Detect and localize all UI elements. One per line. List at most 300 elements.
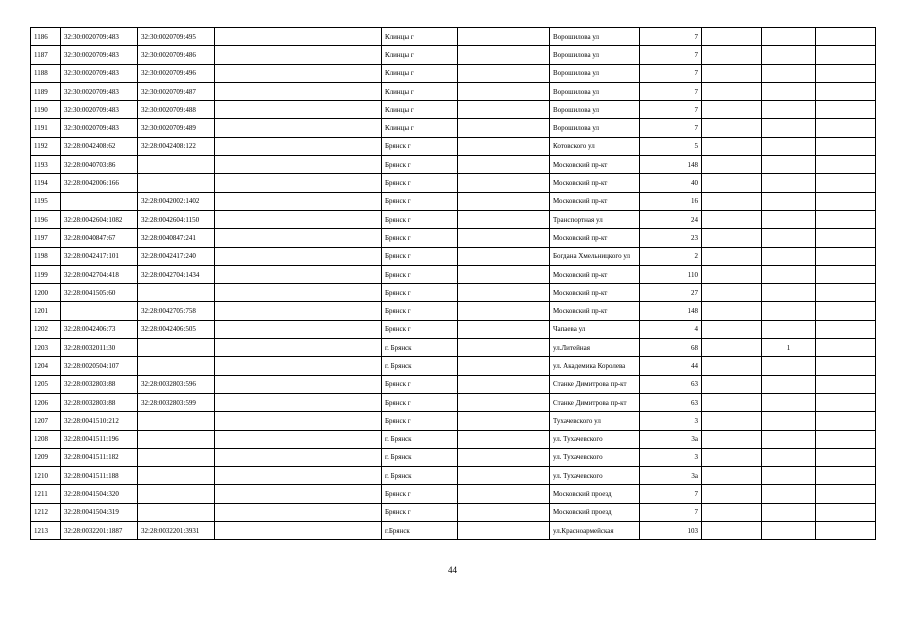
house-number-cell: 7 xyxy=(640,503,702,521)
premises-cadastral-number-cell xyxy=(138,156,215,174)
house-number-cell: 44 xyxy=(640,357,702,375)
street-cell: ул.Литейная xyxy=(550,339,640,357)
street-cell: ул. Тухачевского xyxy=(550,467,640,485)
cadastral-number-cell: 32:28:0041510:212 xyxy=(61,412,138,430)
street-cell: ул.Красноармейская xyxy=(550,522,640,540)
building-cell xyxy=(762,393,816,411)
registry-table xyxy=(30,27,876,540)
row-number-cell: 1211 xyxy=(31,485,61,503)
premises-cadastral-number-cell: 32:28:0042417:240 xyxy=(138,247,215,265)
city-cell: Клинцы г xyxy=(382,82,458,100)
building-cell xyxy=(762,430,816,448)
empty-cell xyxy=(458,375,550,393)
row-number-cell: 1207 xyxy=(31,412,61,430)
table-row xyxy=(31,522,876,540)
street-cell: Московский пр-кт xyxy=(550,302,640,320)
table-row xyxy=(31,485,876,503)
cadastral-number-cell: 32:28:0041511:196 xyxy=(61,430,138,448)
city-cell: Брянск г xyxy=(382,485,458,503)
table-row xyxy=(31,357,876,375)
house-number-cell: 5 xyxy=(640,137,702,155)
empty-cell xyxy=(458,119,550,137)
premises-cadastral-number-cell: 32:30:0020709:496 xyxy=(138,64,215,82)
empty-cell xyxy=(816,265,876,283)
empty-cell xyxy=(215,46,382,64)
city-cell: Брянск г xyxy=(382,393,458,411)
empty-cell xyxy=(702,503,762,521)
cadastral-number-cell: 32:28:0032803:88 xyxy=(61,375,138,393)
cadastral-number-cell: 32:28:0020504:107 xyxy=(61,357,138,375)
city-cell: Брянск г xyxy=(382,320,458,338)
city-cell: г. Брянск xyxy=(382,357,458,375)
row-number-cell: 1201 xyxy=(31,302,61,320)
table-row xyxy=(31,137,876,155)
empty-cell xyxy=(458,339,550,357)
empty-cell xyxy=(215,82,382,100)
empty-cell xyxy=(816,302,876,320)
table-row xyxy=(31,412,876,430)
table-row xyxy=(31,375,876,393)
premises-cadastral-number-cell: 32:30:0020709:495 xyxy=(138,28,215,46)
empty-cell xyxy=(702,284,762,302)
house-number-cell: 148 xyxy=(640,302,702,320)
cadastral-number-cell: 32:28:0042604:1082 xyxy=(61,210,138,228)
empty-cell xyxy=(215,375,382,393)
premises-cadastral-number-cell: 32:28:0032201:3931 xyxy=(138,522,215,540)
empty-cell xyxy=(458,265,550,283)
cadastral-number-cell: 32:30:0020709:483 xyxy=(61,101,138,119)
empty-cell xyxy=(215,156,382,174)
house-number-cell: 7 xyxy=(640,46,702,64)
city-cell: Клинцы г xyxy=(382,46,458,64)
row-number-cell: 1195 xyxy=(31,192,61,210)
empty-cell xyxy=(215,64,382,82)
premises-cadastral-number-cell xyxy=(138,430,215,448)
empty-cell xyxy=(816,375,876,393)
building-cell xyxy=(762,210,816,228)
city-cell: Брянск г xyxy=(382,375,458,393)
table-row xyxy=(31,46,876,64)
city-cell: Брянск г xyxy=(382,503,458,521)
cadastral-number-cell: 32:30:0020709:483 xyxy=(61,64,138,82)
row-number-cell: 1199 xyxy=(31,265,61,283)
empty-cell xyxy=(215,210,382,228)
street-cell: Котовского ул xyxy=(550,137,640,155)
house-number-cell: 7 xyxy=(640,82,702,100)
table-row xyxy=(31,210,876,228)
empty-cell xyxy=(215,430,382,448)
empty-cell xyxy=(215,503,382,521)
building-cell xyxy=(762,247,816,265)
row-number-cell: 1205 xyxy=(31,375,61,393)
city-cell: Брянск г xyxy=(382,210,458,228)
street-cell: Московский проезд xyxy=(550,503,640,521)
row-number-cell: 1210 xyxy=(31,467,61,485)
empty-cell xyxy=(816,247,876,265)
building-cell xyxy=(762,28,816,46)
empty-cell xyxy=(816,284,876,302)
cadastral-number-cell: 32:28:0041511:188 xyxy=(61,467,138,485)
street-cell: Ворошилова ул xyxy=(550,82,640,100)
house-number-cell: 4 xyxy=(640,320,702,338)
empty-cell xyxy=(215,412,382,430)
row-number-cell: 1209 xyxy=(31,448,61,466)
premises-cadastral-number-cell: 32:30:0020709:489 xyxy=(138,119,215,137)
empty-cell xyxy=(816,192,876,210)
building-cell xyxy=(762,119,816,137)
empty-cell xyxy=(458,393,550,411)
empty-cell xyxy=(702,28,762,46)
empty-cell xyxy=(816,229,876,247)
house-number-cell: 16 xyxy=(640,192,702,210)
premises-cadastral-number-cell: 32:28:0042705:758 xyxy=(138,302,215,320)
empty-cell xyxy=(215,522,382,540)
house-number-cell: 7 xyxy=(640,119,702,137)
empty-cell xyxy=(816,119,876,137)
city-cell: Брянск г xyxy=(382,174,458,192)
premises-cadastral-number-cell: 32:28:0042704:1434 xyxy=(138,265,215,283)
city-cell: Брянск г xyxy=(382,302,458,320)
row-number-cell: 1194 xyxy=(31,174,61,192)
empty-cell xyxy=(816,137,876,155)
empty-cell xyxy=(458,192,550,210)
building-cell xyxy=(762,357,816,375)
building-cell xyxy=(762,412,816,430)
house-number-cell: 103 xyxy=(640,522,702,540)
city-cell: Клинцы г xyxy=(382,64,458,82)
premises-cadastral-number-cell xyxy=(138,503,215,521)
empty-cell xyxy=(458,82,550,100)
empty-cell xyxy=(702,448,762,466)
row-number-cell: 1191 xyxy=(31,119,61,137)
row-number-cell: 1198 xyxy=(31,247,61,265)
empty-cell xyxy=(816,82,876,100)
empty-cell xyxy=(702,339,762,357)
city-cell: Клинцы г xyxy=(382,28,458,46)
empty-cell xyxy=(458,174,550,192)
street-cell: ул. Академика Королева xyxy=(550,357,640,375)
table-row xyxy=(31,430,876,448)
empty-cell xyxy=(215,229,382,247)
empty-cell xyxy=(458,522,550,540)
city-cell: Клинцы г xyxy=(382,119,458,137)
premises-cadastral-number-cell xyxy=(138,339,215,357)
cadastral-number-cell: 32:28:0032011:30 xyxy=(61,339,138,357)
table-row xyxy=(31,265,876,283)
table-row xyxy=(31,247,876,265)
street-cell: Тухачевского ул xyxy=(550,412,640,430)
empty-cell xyxy=(458,210,550,228)
city-cell: г. Брянск xyxy=(382,467,458,485)
empty-cell xyxy=(458,448,550,466)
row-number-cell: 1192 xyxy=(31,137,61,155)
premises-cadastral-number-cell: 32:28:0042604:1150 xyxy=(138,210,215,228)
premises-cadastral-number-cell xyxy=(138,174,215,192)
empty-cell xyxy=(458,412,550,430)
house-number-cell: 2 xyxy=(640,247,702,265)
page-number: 44 xyxy=(448,565,457,575)
street-cell: Ворошилова ул xyxy=(550,64,640,82)
house-number-cell: 3а xyxy=(640,430,702,448)
empty-cell xyxy=(215,119,382,137)
premises-cadastral-number-cell: 32:28:0042406:505 xyxy=(138,320,215,338)
house-number-cell: 3 xyxy=(640,448,702,466)
street-cell: Ворошилова ул xyxy=(550,119,640,137)
empty-cell xyxy=(702,119,762,137)
row-number-cell: 1196 xyxy=(31,210,61,228)
empty-cell xyxy=(816,412,876,430)
empty-cell xyxy=(458,137,550,155)
empty-cell xyxy=(816,393,876,411)
city-cell: Брянск г xyxy=(382,229,458,247)
city-cell: Брянск г xyxy=(382,412,458,430)
building-cell xyxy=(762,503,816,521)
premises-cadastral-number-cell: 32:28:0042408:122 xyxy=(138,137,215,155)
row-number-cell: 1189 xyxy=(31,82,61,100)
city-cell: Брянск г xyxy=(382,156,458,174)
premises-cadastral-number-cell: 32:30:0020709:486 xyxy=(138,46,215,64)
street-cell: Ворошилова ул xyxy=(550,101,640,119)
street-cell: Московский пр-кт xyxy=(550,229,640,247)
building-cell: 1 xyxy=(762,339,816,357)
row-number-cell: 1208 xyxy=(31,430,61,448)
cadastral-number-cell: 32:28:0042704:418 xyxy=(61,265,138,283)
empty-cell xyxy=(816,448,876,466)
building-cell xyxy=(762,375,816,393)
city-cell: Брянск г xyxy=(382,137,458,155)
empty-cell xyxy=(215,393,382,411)
empty-cell xyxy=(816,503,876,521)
house-number-cell: 63 xyxy=(640,375,702,393)
house-number-cell: 40 xyxy=(640,174,702,192)
empty-cell xyxy=(458,101,550,119)
table-row xyxy=(31,64,876,82)
table-row xyxy=(31,339,876,357)
building-cell xyxy=(762,522,816,540)
empty-cell xyxy=(702,412,762,430)
street-cell: Московский пр-кт xyxy=(550,174,640,192)
table-row xyxy=(31,156,876,174)
premises-cadastral-number-cell xyxy=(138,357,215,375)
house-number-cell: 7 xyxy=(640,64,702,82)
building-cell xyxy=(762,467,816,485)
empty-cell xyxy=(702,357,762,375)
empty-cell xyxy=(702,430,762,448)
empty-cell xyxy=(215,467,382,485)
premises-cadastral-number-cell xyxy=(138,412,215,430)
street-cell: Московский пр-кт xyxy=(550,265,640,283)
empty-cell xyxy=(816,174,876,192)
table-row xyxy=(31,302,876,320)
empty-cell xyxy=(215,485,382,503)
cadastral-number-cell: 32:28:0042408:62 xyxy=(61,137,138,155)
cadastral-number-cell: 32:30:0020709:483 xyxy=(61,46,138,64)
building-cell xyxy=(762,82,816,100)
empty-cell xyxy=(458,357,550,375)
empty-cell xyxy=(816,357,876,375)
empty-cell xyxy=(816,28,876,46)
table-row xyxy=(31,320,876,338)
city-cell: Брянск г xyxy=(382,284,458,302)
empty-cell xyxy=(816,485,876,503)
empty-cell xyxy=(816,210,876,228)
empty-cell xyxy=(702,210,762,228)
empty-cell xyxy=(816,339,876,357)
empty-cell xyxy=(702,82,762,100)
empty-cell xyxy=(215,174,382,192)
empty-cell xyxy=(215,284,382,302)
premises-cadastral-number-cell: 32:28:0042002:1402 xyxy=(138,192,215,210)
empty-cell xyxy=(215,357,382,375)
row-number-cell: 1197 xyxy=(31,229,61,247)
table-row xyxy=(31,448,876,466)
city-cell: Брянск г xyxy=(382,192,458,210)
table-row xyxy=(31,284,876,302)
empty-cell xyxy=(458,485,550,503)
table-row xyxy=(31,393,876,411)
empty-cell xyxy=(215,339,382,357)
empty-cell xyxy=(702,174,762,192)
premises-cadastral-number-cell: 32:28:0040847:241 xyxy=(138,229,215,247)
building-cell xyxy=(762,101,816,119)
empty-cell xyxy=(215,28,382,46)
row-number-cell: 1193 xyxy=(31,156,61,174)
building-cell xyxy=(762,448,816,466)
empty-cell xyxy=(215,448,382,466)
empty-cell xyxy=(215,137,382,155)
table-row xyxy=(31,467,876,485)
cadastral-number-cell: 32:28:0042417:101 xyxy=(61,247,138,265)
cadastral-number-cell: 32:30:0020709:483 xyxy=(61,28,138,46)
empty-cell xyxy=(816,320,876,338)
cadastral-number-cell: 32:30:0020709:483 xyxy=(61,119,138,137)
street-cell: Ворошилова ул xyxy=(550,46,640,64)
table-row xyxy=(31,229,876,247)
cadastral-number-cell: 32:28:0042006:166 xyxy=(61,174,138,192)
empty-cell xyxy=(215,101,382,119)
cadastral-number-cell: 32:28:0032201:1887 xyxy=(61,522,138,540)
empty-cell xyxy=(702,192,762,210)
row-number-cell: 1186 xyxy=(31,28,61,46)
empty-cell xyxy=(702,156,762,174)
empty-cell xyxy=(816,46,876,64)
empty-cell xyxy=(816,101,876,119)
city-cell: г.Брянск xyxy=(382,522,458,540)
empty-cell xyxy=(702,64,762,82)
street-cell: Московский пр-кт xyxy=(550,156,640,174)
empty-cell xyxy=(215,265,382,283)
cadastral-number-cell: 32:28:0041505:60 xyxy=(61,284,138,302)
street-cell: ул. Тухачевского xyxy=(550,430,640,448)
street-cell: ул. Тухачевского xyxy=(550,448,640,466)
empty-cell xyxy=(702,137,762,155)
table-row xyxy=(31,28,876,46)
cadastral-number-cell: 32:28:0041504:319 xyxy=(61,503,138,521)
empty-cell xyxy=(702,485,762,503)
row-number-cell: 1206 xyxy=(31,393,61,411)
house-number-cell: 24 xyxy=(640,210,702,228)
empty-cell xyxy=(816,522,876,540)
cadastral-number-cell xyxy=(61,192,138,210)
building-cell xyxy=(762,192,816,210)
house-number-cell: 3а xyxy=(640,467,702,485)
city-cell: Клинцы г xyxy=(382,101,458,119)
building-cell xyxy=(762,229,816,247)
empty-cell xyxy=(458,64,550,82)
building-cell xyxy=(762,284,816,302)
street-cell: Московский проезд xyxy=(550,485,640,503)
empty-cell xyxy=(458,467,550,485)
row-number-cell: 1203 xyxy=(31,339,61,357)
house-number-cell: 7 xyxy=(640,485,702,503)
building-cell xyxy=(762,265,816,283)
empty-cell xyxy=(816,430,876,448)
street-cell: Транспортная ул xyxy=(550,210,640,228)
empty-cell xyxy=(458,229,550,247)
empty-cell xyxy=(215,320,382,338)
row-number-cell: 1190 xyxy=(31,101,61,119)
cadastral-number-cell: 32:28:0041511:182 xyxy=(61,448,138,466)
empty-cell xyxy=(816,467,876,485)
empty-cell xyxy=(458,430,550,448)
building-cell xyxy=(762,46,816,64)
house-number-cell: 27 xyxy=(640,284,702,302)
cadastral-number-cell: 32:28:0041504:320 xyxy=(61,485,138,503)
premises-cadastral-number-cell xyxy=(138,448,215,466)
row-number-cell: 1200 xyxy=(31,284,61,302)
empty-cell xyxy=(458,28,550,46)
premises-cadastral-number-cell: 32:28:0032803:596 xyxy=(138,375,215,393)
empty-cell xyxy=(215,302,382,320)
empty-cell xyxy=(816,156,876,174)
house-number-cell: 68 xyxy=(640,339,702,357)
empty-cell xyxy=(702,393,762,411)
empty-cell xyxy=(458,503,550,521)
table-row xyxy=(31,119,876,137)
cadastral-number-cell: 32:28:0032803:88 xyxy=(61,393,138,411)
empty-cell xyxy=(702,101,762,119)
row-number-cell: 1202 xyxy=(31,320,61,338)
city-cell: г. Брянск xyxy=(382,448,458,466)
empty-cell xyxy=(702,46,762,64)
empty-cell xyxy=(702,247,762,265)
building-cell xyxy=(762,137,816,155)
city-cell: г. Брянск xyxy=(382,430,458,448)
premises-cadastral-number-cell: 32:30:0020709:487 xyxy=(138,82,215,100)
house-number-cell: 63 xyxy=(640,393,702,411)
city-cell: г. Брянск xyxy=(382,339,458,357)
empty-cell xyxy=(702,375,762,393)
house-number-cell: 23 xyxy=(640,229,702,247)
house-number-cell: 148 xyxy=(640,156,702,174)
building-cell xyxy=(762,320,816,338)
street-cell: Чапаева ул xyxy=(550,320,640,338)
empty-cell xyxy=(816,64,876,82)
table-row xyxy=(31,174,876,192)
empty-cell xyxy=(458,284,550,302)
cadastral-number-cell xyxy=(61,302,138,320)
empty-cell xyxy=(702,302,762,320)
premises-cadastral-number-cell: 32:30:0020709:488 xyxy=(138,101,215,119)
house-number-cell: 7 xyxy=(640,28,702,46)
row-number-cell: 1204 xyxy=(31,357,61,375)
empty-cell xyxy=(458,156,550,174)
row-number-cell: 1187 xyxy=(31,46,61,64)
table-row xyxy=(31,101,876,119)
building-cell xyxy=(762,485,816,503)
premises-cadastral-number-cell: 32:28:0032803:599 xyxy=(138,393,215,411)
cadastral-number-cell: 32:30:0020709:483 xyxy=(61,82,138,100)
